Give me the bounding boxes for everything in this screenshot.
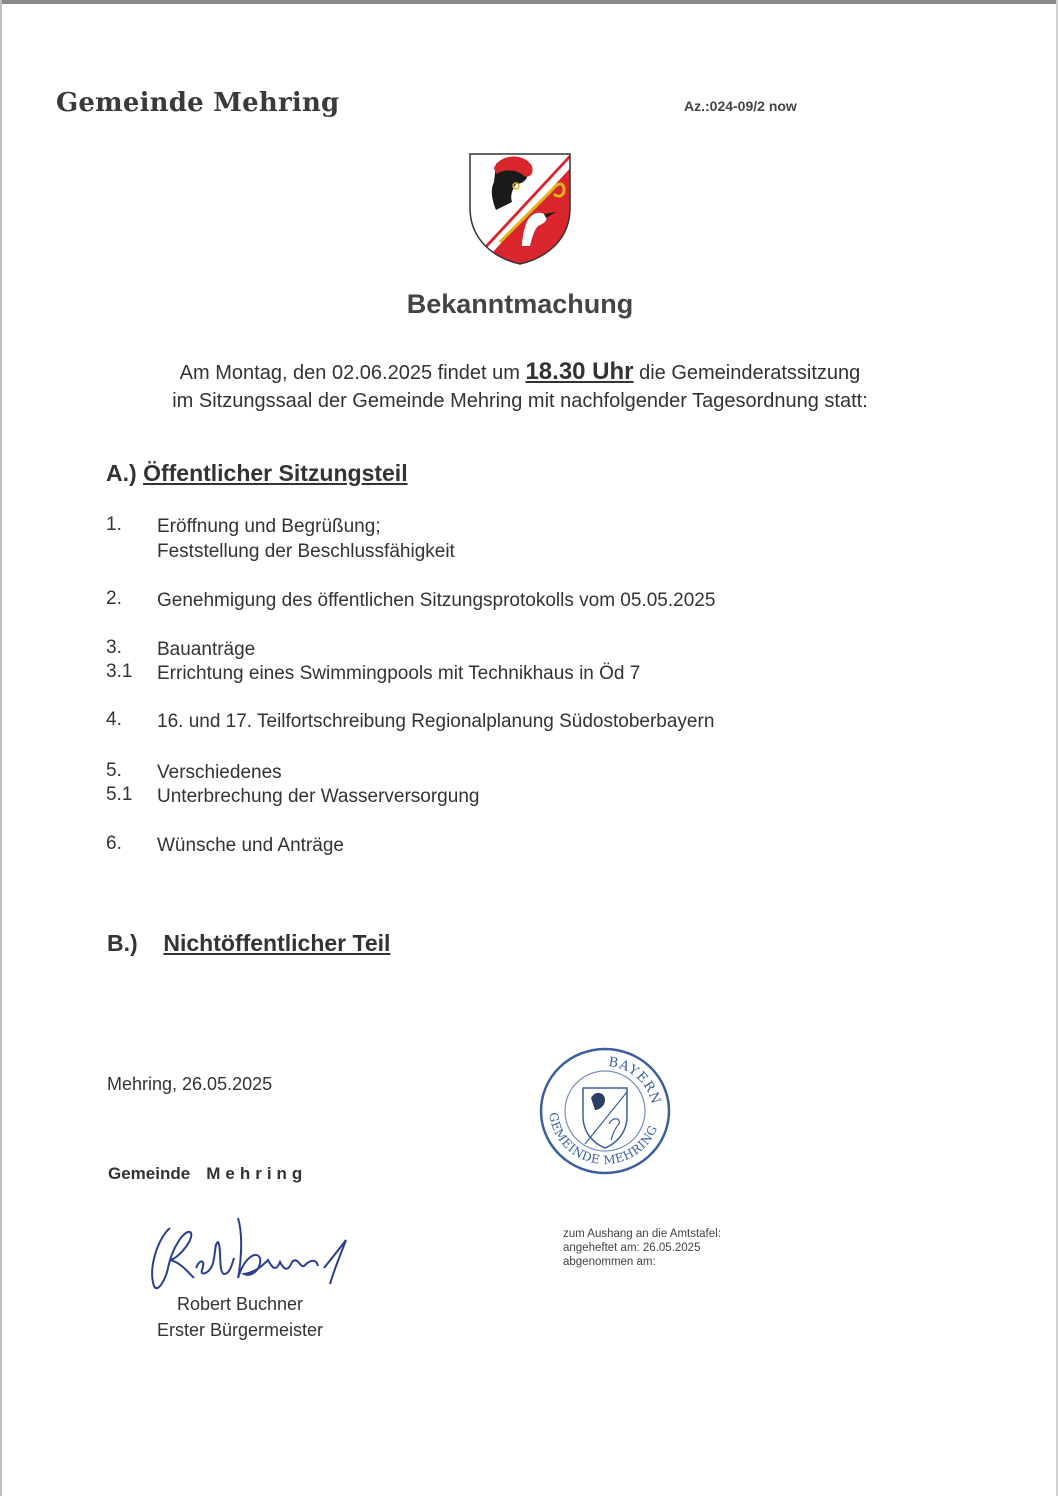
agenda-number: 3. [106, 637, 122, 658]
meeting-time: 18.30 Uhr [525, 358, 634, 385]
org-word-2: Mehring [206, 1164, 308, 1183]
seal-bottom-text: GEMEINDE MEHRING [546, 1111, 661, 1168]
posting-line: abgenommen am: [563, 1256, 656, 1268]
section-a-heading [106, 460, 408, 487]
handwritten-signature-icon [140, 1208, 360, 1298]
agenda-item-text: 16. und 17. Teilfortschreibung Regionalplanung Südostoberbayern [157, 711, 715, 732]
reference-number: Az.:024-09/2 now [684, 98, 797, 114]
agenda-number: 5.1 [106, 784, 133, 805]
agenda-number: 2. [106, 588, 122, 609]
signer-title: Erster Bürgermeister [156, 1320, 324, 1340]
agenda-item-text: Verschiedenes [157, 762, 282, 783]
agenda-number: 1. [106, 514, 122, 535]
agenda-item-text: Bauanträge [157, 639, 256, 660]
intro-paragraph [100, 358, 940, 415]
posting-line: zum Aushang an die Amtstafel: [563, 1228, 721, 1240]
place-date: Mehring, 26.05.2025 [107, 1074, 273, 1094]
section-b-heading [107, 930, 390, 957]
agenda-item-text [157, 514, 455, 564]
official-seal-icon [535, 1044, 675, 1178]
section-b-title: Nichtöffentlicher Teil [163, 930, 391, 956]
agenda-item-text: Unterbrechung der Wasserversorgung [157, 786, 480, 807]
intro-text-part1: Am Montag, den 02.06.2025 findet um [179, 362, 526, 384]
posting-note [563, 1227, 721, 1269]
agenda-item-text: Errichtung eines Swimmingpools mit Technikhaus in Öd 7 [157, 663, 641, 684]
scan-left-edge [0, 0, 2, 1496]
section-a-title: Öffentlicher Sitzungsteil [143, 460, 408, 486]
agenda-number: 3.1 [106, 661, 133, 682]
scan-top-edge [0, 0, 1058, 4]
agenda-item-text: Genehmigung des öffentlichen Sitzungsprotokolls vom 05.05.2025 [157, 590, 716, 611]
agenda-number: 4. [106, 709, 122, 730]
intro-text-part2: die Gemeinderatssitzung [633, 362, 861, 384]
agenda-item-line: Feststellung der Beschlussfähigkeit [157, 541, 455, 562]
agenda-item-line: Eröffnung und Begrüßung; [157, 516, 381, 537]
municipality-name: Gemeinde Mehring [56, 88, 340, 118]
seal-top-text: BAYERN [607, 1054, 664, 1107]
agenda-number: 5. [106, 760, 122, 781]
agenda-number: 6. [106, 833, 122, 854]
signer-name: Robert Buchner [176, 1294, 304, 1314]
coat-of-arms-icon [466, 150, 574, 266]
posting-line: angeheftet am: 26.05.2025 [563, 1242, 701, 1254]
intro-text-line2: im Sitzungssaal der Gemeinde Mehring mit nachfolgender Tagesordnung statt: [172, 390, 868, 412]
org-word-1: Gemeinde [108, 1164, 191, 1183]
document-title: Bekanntmachung [406, 289, 634, 319]
section-a-label: A.) [106, 460, 137, 486]
signing-organization [108, 1164, 307, 1184]
agenda-item-text: Wünsche und Anträge [157, 835, 344, 856]
section-b-label: B.) [107, 930, 138, 956]
